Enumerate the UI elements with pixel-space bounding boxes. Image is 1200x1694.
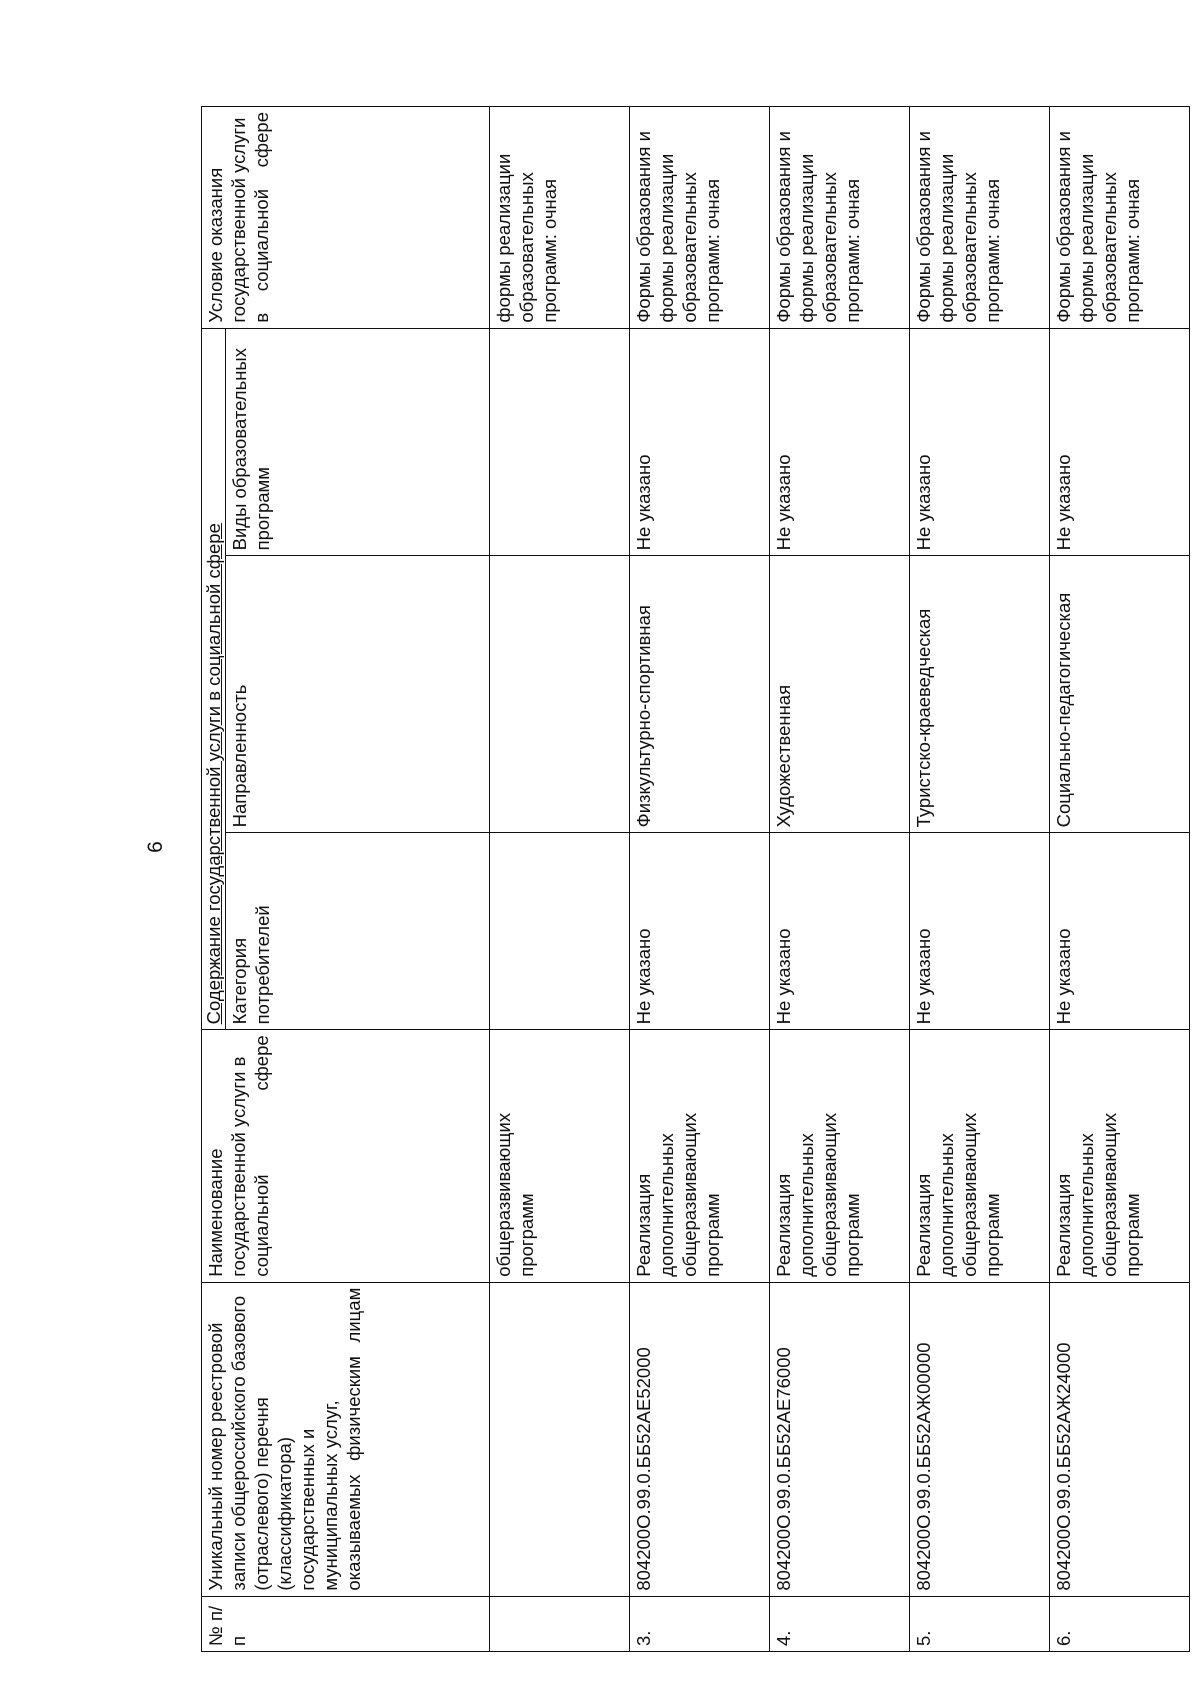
row-direction: Физкультурно-спортивная	[630, 556, 770, 833]
row-service-name: Реализация дополнительных общеразвивающих программ	[1050, 1030, 1190, 1282]
row-program-types: Не указано	[1050, 328, 1190, 556]
row-condition: Формы образования и формы реализации образовательных программ: очная	[770, 107, 910, 329]
header-category: Категория потребителей	[226, 833, 490, 1030]
continuation-registry	[490, 1282, 630, 1596]
continuation-condition: формы реализации образовательных программ: очная	[490, 107, 630, 329]
row-program-types: Не указано	[770, 328, 910, 556]
row-category: Не указано	[770, 833, 910, 1030]
continuation-program-types	[490, 328, 630, 556]
header-registry: Уникальный номер реестровой записи общероссийского базового (отраслевого) перечня (классификатора) государственных и муниципальных услуг, оказываемых физическим лицам	[202, 1282, 490, 1596]
row-direction: Социально-педагогическая	[1050, 556, 1190, 833]
continuation-category	[490, 833, 630, 1030]
header-content-group: Содержание государственной услуги в социальной сфере	[202, 328, 226, 1030]
row-direction: Художественная	[770, 556, 910, 833]
continuation-no	[490, 1596, 630, 1651]
row-condition: Формы образования и формы реализации образовательных программ: очная	[910, 107, 1050, 329]
continuation-direction	[490, 556, 630, 833]
header-direction: Направленность	[226, 556, 490, 833]
row-registry: 804200О.99.0.ББ52АЕ52000	[630, 1282, 770, 1596]
row-no: 6.	[1050, 1596, 1190, 1651]
row-no: 5.	[910, 1596, 1050, 1651]
continuation-row	[490, 107, 630, 1652]
row-program-types: Не указано	[630, 328, 770, 556]
header-row	[202, 107, 226, 1652]
row-program-types: Не указано	[910, 328, 1050, 556]
header-no: № п/п	[202, 1596, 490, 1651]
row-registry: 804200О.99.0.ББ52АЕ76000	[770, 1282, 910, 1596]
row-category: Не указано	[1050, 833, 1190, 1030]
row-registry: 804200О.99.0.ББ52АЖ24000	[1050, 1282, 1190, 1596]
row-category: Не указано	[910, 833, 1050, 1030]
row-condition: Формы образования и формы реализации образовательных программ: очная	[1050, 107, 1190, 329]
row-registry: 804200О.99.0.ББ52АЖ00000	[910, 1282, 1050, 1596]
row-no: 4.	[770, 1596, 910, 1651]
row-service-name: Реализация дополнительных общеразвивающих программ	[630, 1030, 770, 1282]
row-condition: Формы образования и формы реализации образовательных программ: очная	[630, 107, 770, 329]
table-row	[770, 107, 910, 1652]
row-direction: Туристско-краеведческая	[910, 556, 1050, 833]
header-service-name: Наименование государственной услуги в социальной сфере	[202, 1030, 490, 1282]
row-service-name: Реализация дополнительных общеразвивающих программ	[770, 1030, 910, 1282]
row-service-name: Реализация дополнительных общеразвивающих программ	[910, 1030, 1050, 1282]
continuation-service-name: общеразвивающих программ	[490, 1030, 630, 1282]
rotated-table-area	[201, 106, 1158, 1652]
header-condition: Условие оказания государственной услуги в социальной сфере	[202, 107, 490, 329]
table-row	[1050, 107, 1190, 1652]
table-row	[910, 107, 1050, 1652]
header-program-types: Виды образовательных программ	[226, 328, 490, 556]
services-table	[201, 106, 1190, 1652]
row-category: Не указано	[630, 833, 770, 1030]
row-no: 3.	[630, 1596, 770, 1651]
page-number: 6	[143, 841, 167, 853]
table-row	[630, 107, 770, 1652]
